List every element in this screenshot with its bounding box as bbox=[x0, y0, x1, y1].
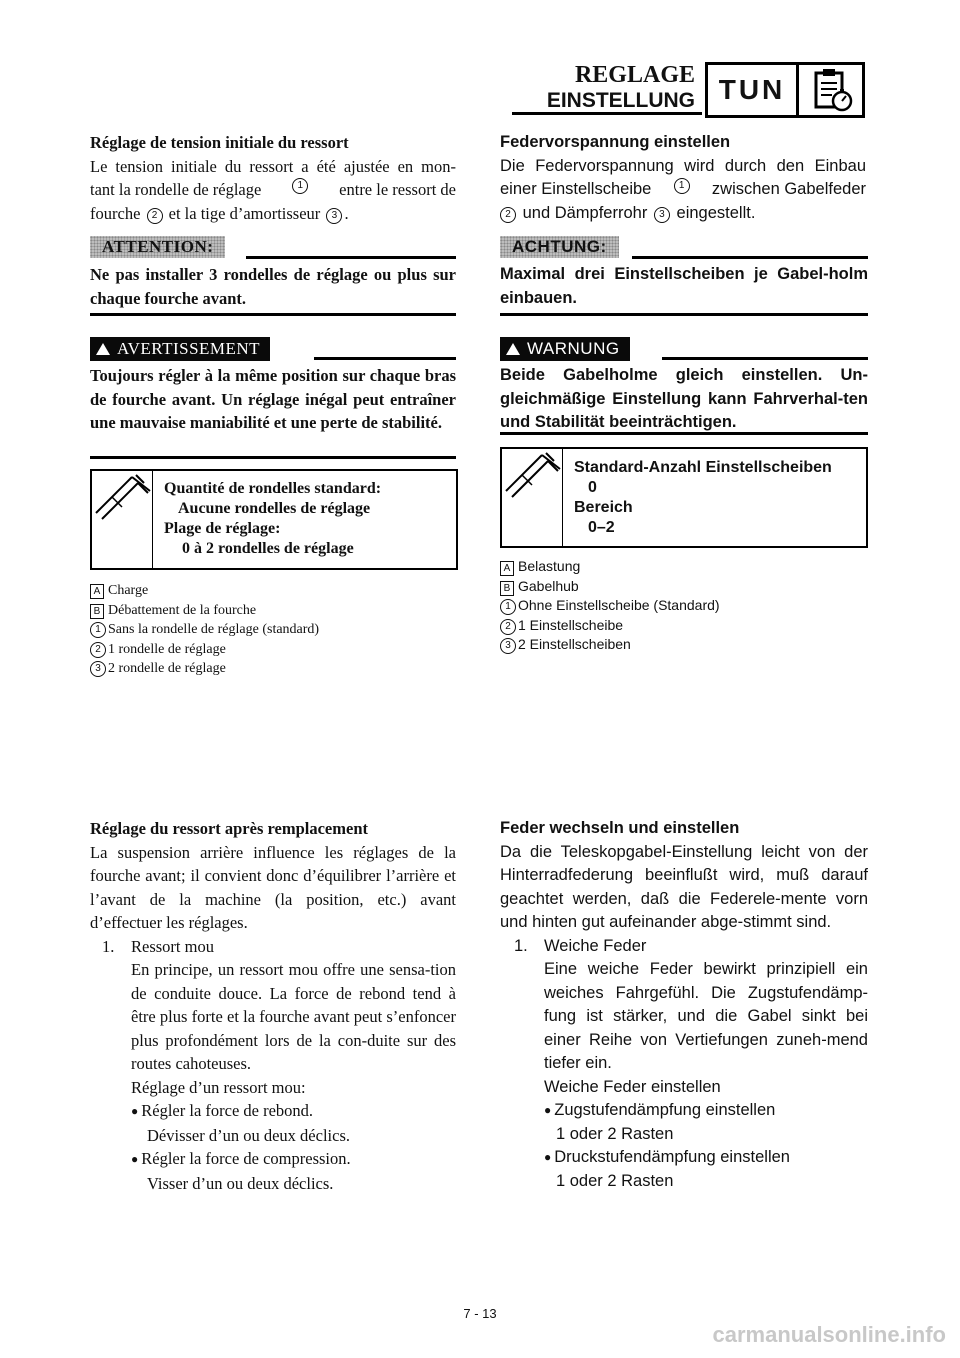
legend-item bbox=[90, 659, 456, 679]
de-warning-label-text: WARNUNG bbox=[527, 339, 620, 358]
de-bullet-sub: 1 oder 2 Rasten bbox=[556, 1171, 674, 1190]
fr-bullet-text: Régler la force de compression. bbox=[141, 1149, 351, 1168]
fr-text: fourche bbox=[90, 203, 141, 223]
de-paragraph: Da die Teleskopgabel-Einstellung leicht von der Hinterradfederung beeinflußt wird, muß darauf geachtet werden, daß die Federele-mente vorn und hinten gut aufeinander abge-stimmt sind. bbox=[500, 842, 868, 931]
fr-caution-bottom-rule bbox=[90, 313, 456, 316]
callout-1: 1 bbox=[674, 178, 690, 194]
fr-spring-preload-section bbox=[90, 131, 456, 225]
fr-list-paragraph: En principe, un ressort mou offre une sensa-tion de conduite douce. La force de rebond tend à être plus forte et la fourche avant peut s’enfoncer plus profondément lors de la con-duite sur des routes cahoteuses. bbox=[131, 960, 456, 1073]
warning-triangle-icon bbox=[506, 343, 520, 355]
de-bullet-text: Zugstufendämpfung einstellen bbox=[554, 1101, 776, 1119]
de-bullet bbox=[544, 1146, 868, 1170]
de-list-sub: Weiche Feder einstellen bbox=[544, 1077, 721, 1096]
de-bullet bbox=[544, 1099, 868, 1123]
legend-mark: A bbox=[500, 561, 514, 576]
de-caution-label: ACHTUNG: bbox=[500, 236, 619, 258]
fr-text: tant la rondelle de réglage bbox=[90, 180, 262, 199]
legend-item bbox=[90, 601, 456, 621]
fr-warning-bottom-rule bbox=[90, 456, 456, 459]
de-list-title: Weiche Feder bbox=[544, 936, 647, 955]
de-spec-line: Bereich bbox=[574, 499, 633, 516]
fr-warning-label bbox=[90, 337, 270, 361]
de-section-title: Feder wechseln und einstellen bbox=[500, 819, 740, 837]
fr-list-title: Ressort mou bbox=[131, 936, 214, 956]
legend-text: Belastung bbox=[518, 558, 581, 574]
watermark: carmanualsonline.info bbox=[712, 1322, 946, 1347]
fr-spec-box bbox=[90, 469, 458, 570]
legend-text: Sans la rondelle de réglage (standard) bbox=[108, 622, 320, 637]
de-text: einer Einstellscheibe bbox=[500, 180, 652, 198]
fr-list-item bbox=[90, 935, 456, 1196]
legend-item bbox=[500, 616, 866, 636]
de-spec-line: Standard-Anzahl Einstellscheiben bbox=[574, 459, 832, 476]
de-caution-bottom-rule bbox=[500, 313, 868, 316]
de-spec-line: 0 bbox=[588, 479, 597, 496]
fr-section-title: Réglage de tension initiale du ressort bbox=[90, 133, 349, 152]
fr-warning-text: Toujours régler à la même position sur chaque bras de fourche avant. Un réglage inégal peut entraîner une mauvaise maniabilité et une perte de stabilité. bbox=[90, 366, 456, 432]
de-legend bbox=[500, 557, 866, 655]
legend-item bbox=[500, 635, 866, 655]
fr-bullet-text: Régler la force de rebond. bbox=[141, 1101, 314, 1120]
legend-text: Gabelhub bbox=[518, 577, 579, 594]
legend-mark: 1 bbox=[90, 622, 106, 638]
fr-text: . bbox=[344, 203, 349, 223]
legend-text: 2 Einstellscheiben bbox=[518, 636, 631, 652]
de-list-number: 1. bbox=[514, 936, 528, 955]
fr-spec-line: Quantité de rondelles standard: bbox=[164, 480, 382, 497]
de-body-line: Die Federvorspannung wird durch den Einbau bbox=[500, 156, 866, 175]
de-text: zwischen Gabelfeder bbox=[711, 180, 866, 198]
callout-3: 3 bbox=[326, 208, 342, 224]
de-spec-line: 0–2 bbox=[588, 519, 615, 536]
legend-mark: 2 bbox=[500, 619, 516, 635]
de-spring-replacement-section bbox=[500, 817, 868, 1193]
header-underline bbox=[512, 112, 702, 115]
legend-mark: 1 bbox=[500, 599, 516, 615]
fr-spec-text bbox=[164, 479, 381, 559]
legend-item bbox=[500, 577, 866, 597]
fr-bullet bbox=[131, 1099, 456, 1124]
fr-caution-header bbox=[90, 236, 456, 258]
legend-item bbox=[500, 557, 866, 577]
de-caution-header bbox=[500, 236, 868, 258]
de-warning-text: Beide Gabelholme gleich einstellen. Un-gleichmäßige Einstellung kann Fahrverhal-ten und Stabilität beeinträchtigen. bbox=[500, 366, 868, 431]
warning-triangle-icon bbox=[96, 343, 110, 355]
legend-mark: 3 bbox=[90, 661, 106, 677]
de-caution-rule bbox=[632, 256, 868, 259]
section-tab-divider bbox=[796, 65, 799, 115]
clipboard-stopwatch-icon bbox=[806, 67, 858, 113]
header-title-de: EINSTELLUNG bbox=[546, 89, 695, 112]
fr-caution-rule bbox=[246, 256, 456, 259]
fr-warning-label-text: AVERTISSEMENT bbox=[117, 339, 261, 358]
bullet-icon: ● bbox=[544, 1150, 552, 1164]
callout-3: 3 bbox=[654, 207, 670, 223]
legend-mark: A bbox=[90, 584, 104, 599]
fr-warning-header bbox=[90, 337, 456, 361]
fr-body-line bbox=[90, 202, 456, 226]
bullet-icon: ● bbox=[131, 1152, 139, 1166]
fr-list-number: 1. bbox=[102, 936, 115, 956]
fr-text: entre le ressort de bbox=[339, 180, 456, 199]
page-number: 7 - 13 bbox=[463, 1306, 497, 1321]
legend-mark: B bbox=[90, 604, 104, 619]
de-spec-text bbox=[574, 458, 832, 538]
fr-body-line bbox=[90, 178, 456, 202]
section-tab bbox=[705, 62, 865, 118]
fr-caution-label: ATTENTION: bbox=[90, 236, 225, 258]
fr-bullet-sub: Visser d’un ou deux déclics. bbox=[147, 1173, 334, 1193]
fr-list-sub: Réglage d’un ressort mou: bbox=[131, 1077, 306, 1097]
caliper-icon bbox=[92, 471, 153, 568]
fr-spec-line: Aucune rondelles de réglage bbox=[178, 500, 371, 517]
legend-item bbox=[500, 596, 866, 616]
legend-item bbox=[90, 620, 456, 640]
fr-text: et la tige d’amortisseur bbox=[168, 203, 321, 223]
de-warning-bottom-rule bbox=[500, 432, 868, 435]
bullet-icon: ● bbox=[544, 1103, 552, 1117]
de-bullet-sub: 1 oder 2 Rasten bbox=[556, 1124, 674, 1143]
de-list-item bbox=[500, 935, 868, 1194]
callout-1: 1 bbox=[292, 178, 308, 194]
legend-mark: 3 bbox=[500, 638, 516, 654]
callout-2: 2 bbox=[500, 207, 516, 223]
de-body-line bbox=[500, 178, 866, 202]
fr-body-line: Le tension initiale du ressort a été ajustée en mon- bbox=[90, 156, 456, 176]
de-spec-box bbox=[500, 447, 868, 548]
de-bullet-text: Druckstufendämpfung einstellen bbox=[554, 1148, 790, 1166]
section-code: TUN bbox=[718, 74, 786, 105]
de-spring-preload-section bbox=[500, 131, 866, 225]
de-warning-header bbox=[500, 337, 868, 361]
legend-item bbox=[90, 581, 456, 601]
fr-bullet-sub: Dévisser d’un ou deux déclics. bbox=[147, 1125, 350, 1145]
legend-text: Ohne Einstellscheibe (Standard) bbox=[518, 597, 720, 613]
fr-spec-line: Plage de réglage: bbox=[164, 520, 281, 537]
legend-text: Débattement de la fourche bbox=[108, 602, 257, 618]
de-warning-label bbox=[500, 337, 630, 361]
de-section-title: Federvorspannung einstellen bbox=[500, 133, 731, 151]
fr-paragraph: La suspension arrière influence les réglages de la fourche avant; il convient donc d’équilibrer l’arrière et l’avant de la machine (la position, etc.) avant d’effectuer les réglages. bbox=[90, 842, 456, 932]
de-warning-rule bbox=[662, 357, 868, 360]
legend-text: 1 rondelle de réglage bbox=[108, 641, 226, 657]
bullet-icon: ● bbox=[131, 1104, 139, 1118]
legend-text: 2 rondelle de réglage bbox=[108, 661, 226, 676]
fr-legend bbox=[90, 581, 456, 679]
caliper-icon bbox=[502, 449, 563, 546]
legend-item bbox=[90, 640, 456, 660]
de-body-line bbox=[500, 202, 866, 226]
header-title-fr: REGLAGE bbox=[574, 62, 695, 88]
de-text: und Dämpferrohr bbox=[522, 203, 648, 222]
fr-spec-line: 0 à 2 rondelles de réglage bbox=[182, 540, 354, 557]
fr-caution-text: Ne pas installer 3 rondelles de réglage ou plus sur chaque fourche avant. bbox=[90, 265, 456, 308]
legend-mark: B bbox=[500, 581, 514, 596]
legend-text: Charge bbox=[108, 583, 149, 598]
callout-2: 2 bbox=[147, 208, 163, 224]
fr-bullet bbox=[131, 1147, 456, 1172]
de-list-paragraph: Eine weiche Feder bewirkt prinzipiell ein weiches Fahrgefühl. Die Zugstufendämp-fung ist stärker, und die Gabel sinkt bei einer Reihe von Vertiefungen zuneh-mend tiefer ein. bbox=[544, 960, 868, 1072]
legend-text: 1 Einstellscheibe bbox=[518, 616, 624, 633]
de-text: eingestellt. bbox=[676, 203, 756, 222]
legend-mark: 2 bbox=[90, 642, 106, 658]
fr-warning-rule bbox=[314, 357, 456, 360]
de-caution-text: Maximal drei Einstellscheiben je Gabel-holm einbauen. bbox=[500, 265, 868, 307]
fr-section-title: Réglage du ressort après remplacement bbox=[90, 819, 368, 838]
fr-spring-replacement-section bbox=[90, 817, 456, 1195]
